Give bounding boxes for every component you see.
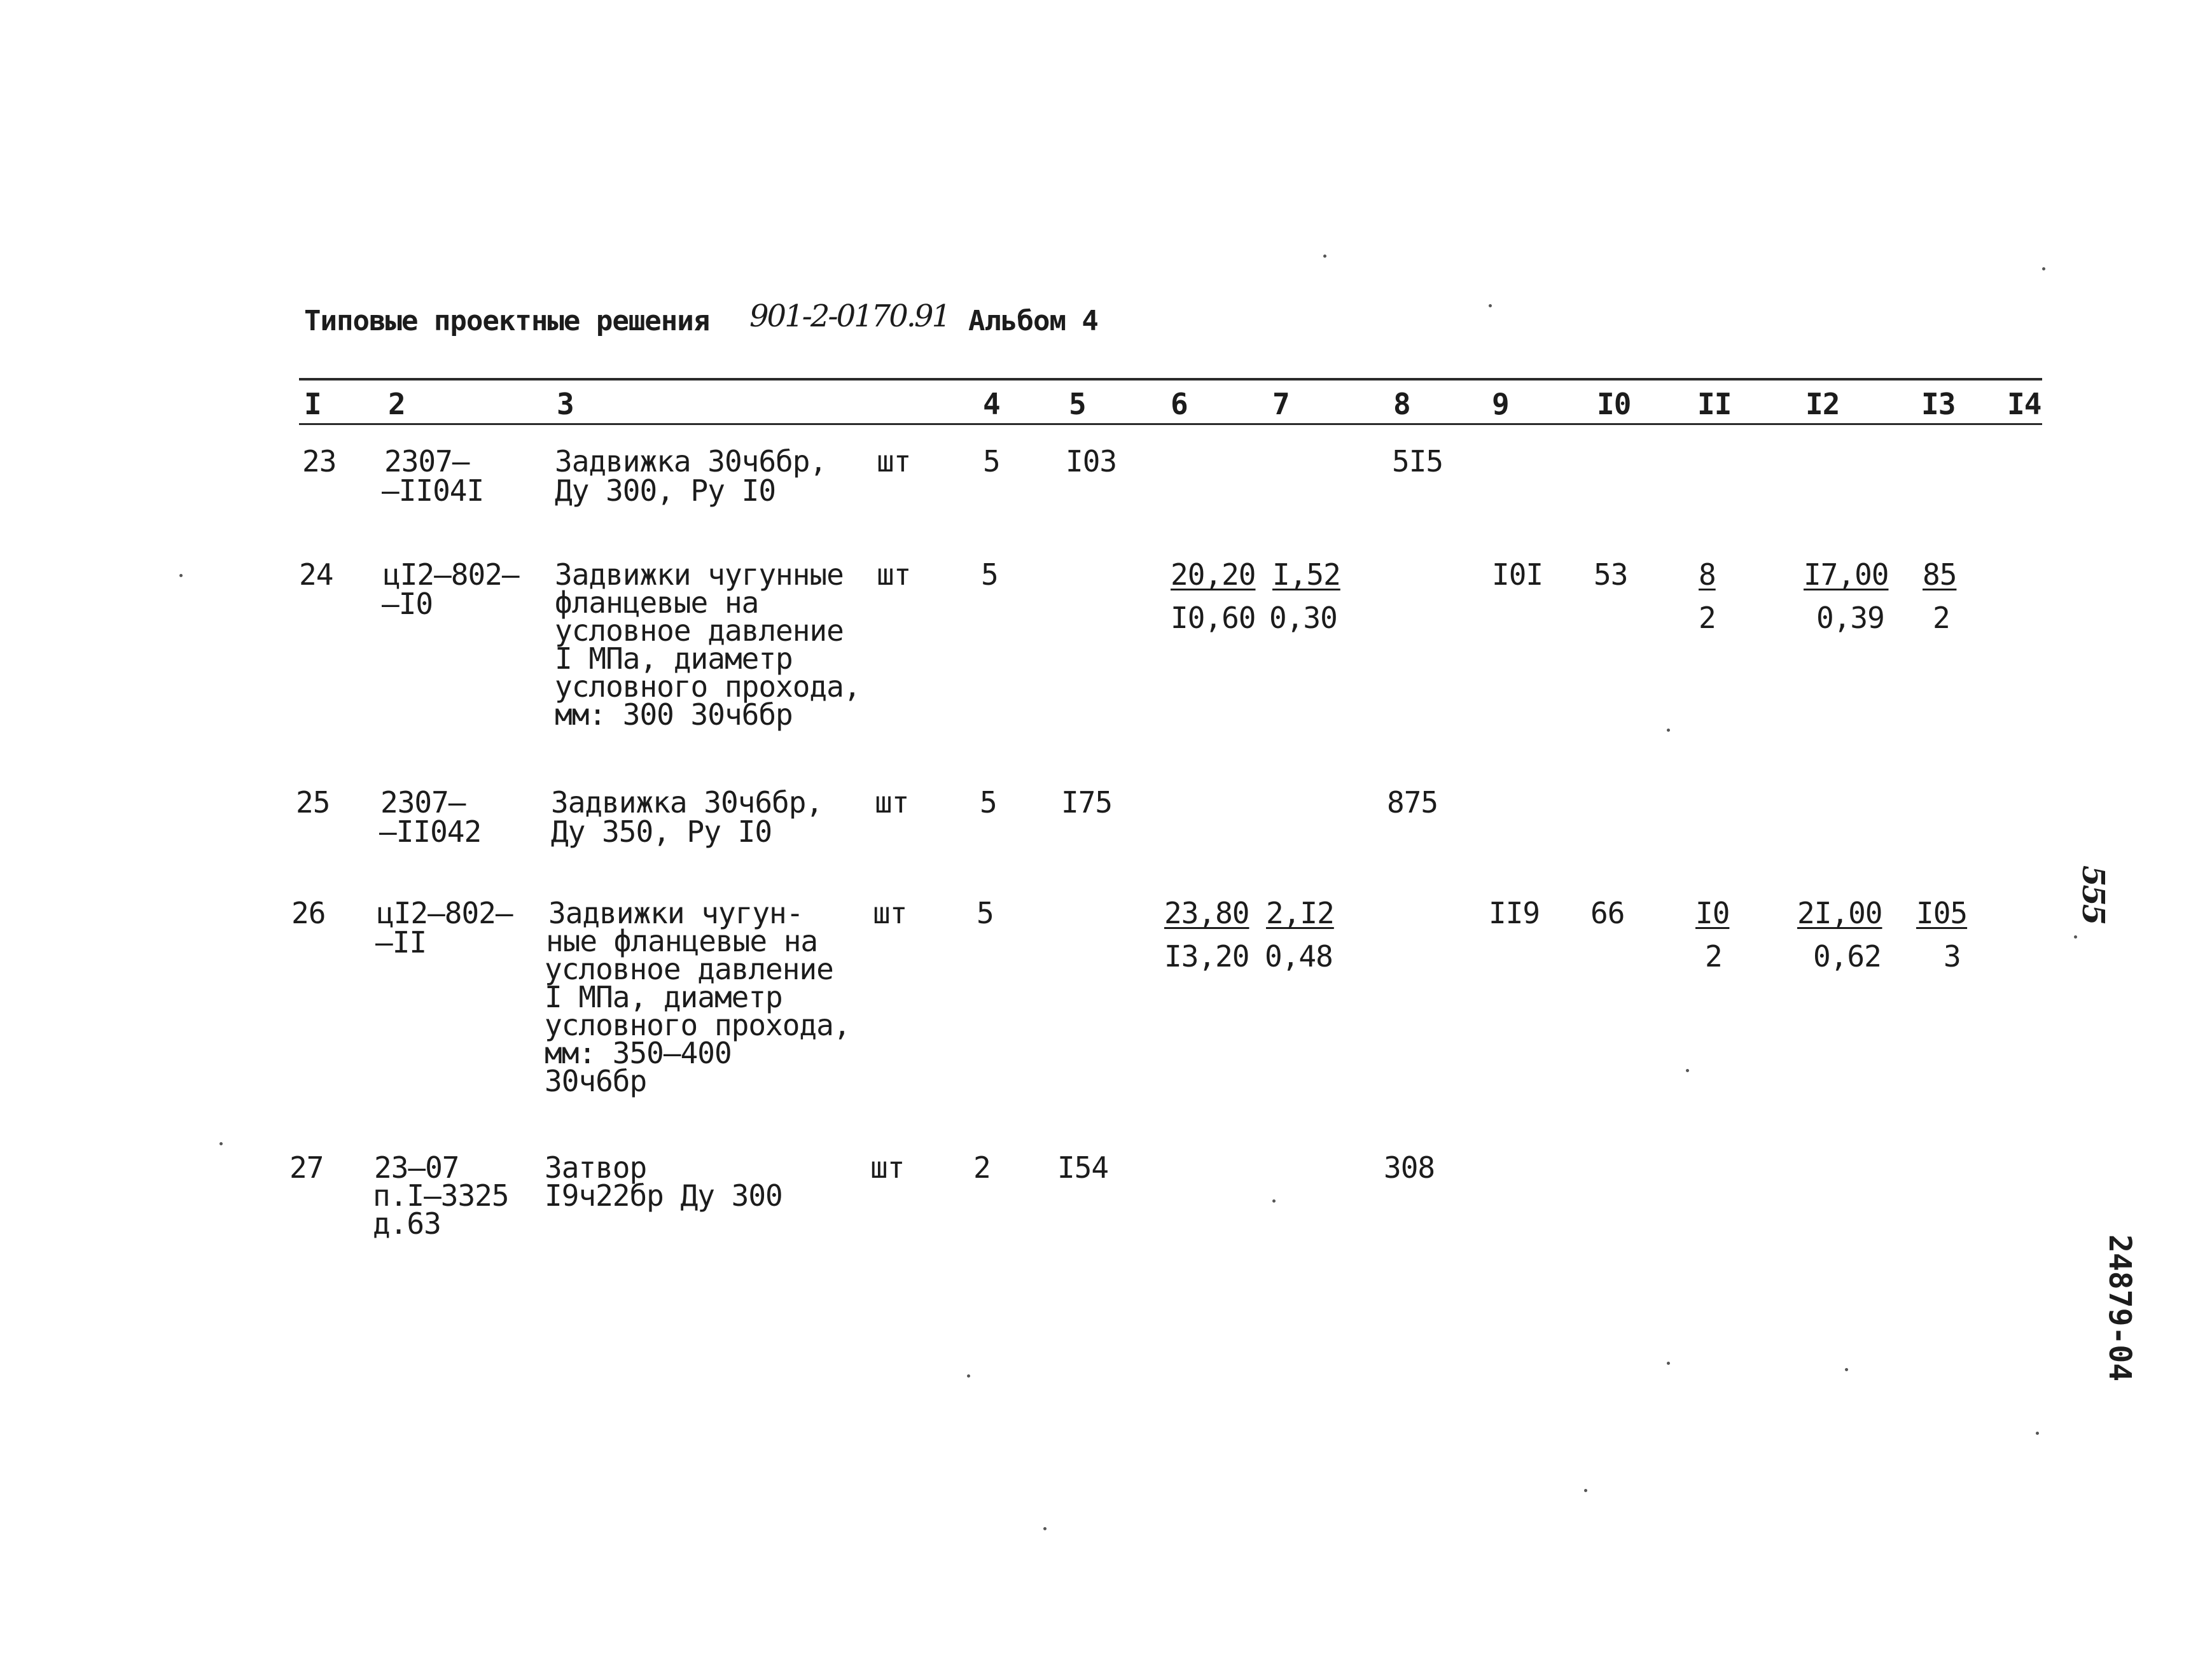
total-cost: 5I5 [1392,444,1443,478]
scan-speck [1043,1527,1047,1530]
scan-speck [1667,729,1670,732]
value-col11-bottom: 2 [1705,939,1722,974]
value-col9: II9 [1489,896,1540,930]
item-name-line: Задвижка 30ч6бр, [551,785,823,820]
col-header-6: 6 [1171,387,1188,421]
row-number: 26 [291,896,326,930]
item-name-line: условного прохода, [555,669,861,704]
value-col12-bottom: 0,62 [1813,939,1881,974]
unit-cost: I03 [1066,444,1117,478]
doc-album: Альбом 4 [968,305,1098,337]
item-name-line: условное давление [545,952,833,986]
value-col13-top: 85 [1923,557,1957,592]
scan-speck [1845,1368,1848,1371]
scan-speck [1667,1362,1670,1365]
item-name-line: условного прохода, [545,1008,851,1042]
unit: шт [877,557,911,592]
doc-code-handwritten: 901-2-0170.91 [749,298,950,334]
item-name-line: I МПа, диаметр [545,980,783,1014]
item-name-line: мм: 300 30ч6бр [555,697,793,732]
unit: шт [873,896,907,930]
unit: шт [877,444,911,478]
scan-speck [1489,304,1492,307]
item-name-line: Затвор [545,1150,647,1185]
doc-series-title: Типовые проектные решения [304,305,710,337]
row-number: 24 [299,557,333,592]
price-code-line: –I0 [382,587,433,621]
unit-cost: I54 [1057,1150,1109,1185]
scan-speck [2074,935,2077,939]
value-col11-top: 8 [1699,557,1716,592]
price-code-line: 23–07 [374,1150,459,1185]
row-number: 23 [302,444,337,478]
scan-speck [2042,267,2045,270]
col-header-4: 4 [983,387,1000,421]
quantity: 5 [977,896,994,930]
value-col13-bottom: 3 [1944,939,1961,974]
col-header-11: II [1697,387,1732,421]
price-code-line: д.63 [373,1206,441,1241]
col-header-3: 3 [557,387,574,421]
scan-speck [1272,1199,1276,1203]
value-col11-top: I0 [1695,896,1730,930]
col-header-8: 8 [1393,387,1410,421]
row-number: 25 [296,785,330,820]
value-col12-top: I7,00 [1804,557,1889,592]
scan-speck [179,574,183,577]
total-cost: 308 [1384,1150,1435,1185]
value-col6-bottom: I3,20 [1164,939,1249,974]
value-col12-top: 2I,00 [1797,896,1882,930]
value-col11-bottom: 2 [1699,601,1716,635]
price-code-line: п.I–3325 [373,1178,509,1213]
item-name-line: Ду 350, Ру I0 [551,814,772,849]
scan-speck [1323,255,1326,258]
value-col6-bottom: I0,60 [1171,601,1256,635]
col-header-1: I [304,387,321,421]
item-name-line: Задвижка 30ч6бр, [555,444,827,478]
value-col7-bottom: 0,30 [1269,601,1337,635]
unit: шт [875,785,909,820]
quantity: 5 [980,785,997,820]
item-name-line: фланцевые на [555,585,759,620]
price-code-line: –II042 [379,814,482,849]
item-name-line: мм: 350–400 [545,1036,732,1070]
col-header-14: I4 [2007,387,2042,421]
unit-cost: I75 [1061,785,1113,820]
price-code-line: цI2–802– [383,557,519,592]
col-header-2: 2 [388,387,405,421]
table-header-rule [299,423,2042,425]
value-col7-top: I,52 [1272,557,1340,592]
price-code-line: 2307– [380,785,466,820]
scan-speck [1584,1489,1587,1492]
item-name-line: I МПа, диаметр [555,641,793,676]
unit: шт [870,1150,905,1185]
scan-speck [2036,1432,2039,1435]
value-col13-bottom: 2 [1933,601,1950,635]
quantity: 2 [973,1150,991,1185]
col-header-9: 9 [1492,387,1509,421]
item-name-line: ные фланцевые на [546,924,818,958]
col-header-7: 7 [1272,387,1290,421]
value-col13-top: I05 [1916,896,1968,930]
item-name-line: условное давление [555,613,844,648]
value-col10: 66 [1590,896,1625,930]
col-header-5: 5 [1069,387,1086,421]
value-col7-top: 2,I2 [1266,896,1334,930]
price-code-line: 2307– [384,444,470,478]
quantity: 5 [981,557,998,592]
item-name-line: Задвижки чугун- [548,896,803,930]
price-code-line: –II04I [382,473,484,508]
item-name-line: Задвижки чугунные [555,557,844,592]
value-col10: 53 [1594,557,1628,592]
quantity: 5 [983,444,1000,478]
value-col12-bottom: 0,39 [1816,601,1884,635]
item-name-line: I9ч22бр Ду 300 [545,1178,783,1213]
col-header-12: I2 [1805,387,1840,421]
value-col6-top: 20,20 [1171,557,1256,592]
value-col7-bottom: 0,48 [1265,939,1333,974]
price-code-line: цI2–802– [377,896,513,930]
scan-speck [1686,1069,1689,1072]
col-header-10: I0 [1597,387,1631,421]
row-number: 27 [289,1150,324,1185]
total-cost: 875 [1387,785,1438,820]
scan-speck [219,1142,223,1145]
price-code-line: –II [375,925,427,960]
value-col6-top: 23,80 [1164,896,1249,930]
value-col9: I0I [1492,557,1543,592]
item-name-line: 30ч6бр [545,1064,647,1098]
col-header-13: I3 [1921,387,1956,421]
item-name-line: Ду 300, Ру I0 [555,473,776,508]
table-top-rule [299,378,2042,381]
inventory-number: 24879-04 [2102,1234,2138,1382]
page-number-handwritten: 555 [2075,865,2111,924]
scan-speck [967,1374,970,1378]
